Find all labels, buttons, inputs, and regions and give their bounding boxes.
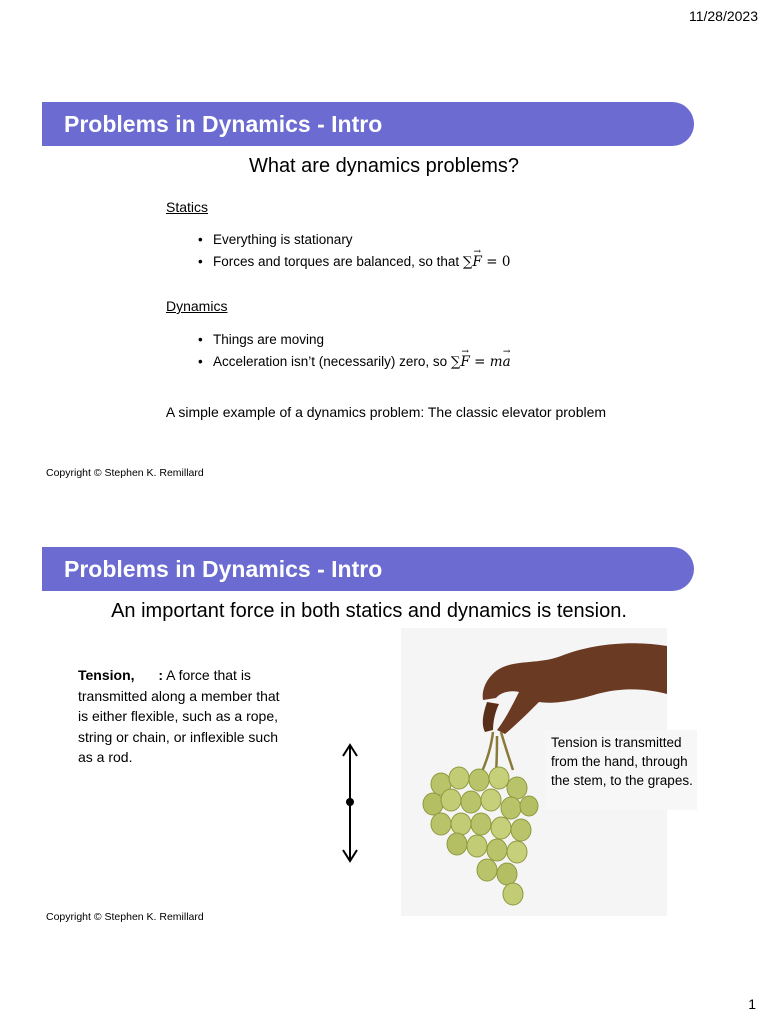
dynamics-bullet-list xyxy=(197,329,511,373)
slide-subtitle: What are dynamics problems? xyxy=(248,155,520,177)
section-heading-statics: Statics xyxy=(166,199,209,215)
equation-mass: = m xyxy=(469,354,503,370)
hand xyxy=(483,643,667,734)
list-item: • Everything is stationary xyxy=(197,229,510,251)
grape-cluster xyxy=(423,767,538,905)
slide-subtitle: An important force in both statics and dynamics is tension. xyxy=(111,600,627,622)
acceleration-vector: a → xyxy=(503,351,511,373)
arrow-center-dot xyxy=(346,798,354,806)
list-item: • Things are moving xyxy=(197,329,511,351)
sum-symbol: ∑ xyxy=(462,254,473,270)
statics-bullet-list xyxy=(197,229,510,273)
tension-definition xyxy=(78,665,288,768)
tension-arrow-diagram xyxy=(336,740,364,866)
list-item: • Forces and torques are balanced, so that ∑F → = 0 xyxy=(197,251,510,273)
sum-symbol: ∑ xyxy=(450,354,461,370)
slide-title-banner xyxy=(42,547,694,591)
tension-callout: Tension is transmitted from the hand, through the stem, to the grapes. xyxy=(545,730,697,810)
title-underline xyxy=(42,144,666,146)
force-vector: F → xyxy=(460,351,469,373)
document-date: 11/28/2023 xyxy=(688,8,758,24)
equation-rhs: = 0 xyxy=(481,254,511,270)
definition-term: Tension, xyxy=(78,667,135,683)
page-number: 1 xyxy=(748,996,756,1012)
force-vector: F → xyxy=(473,251,482,273)
copyright-notice: Copyright © Stephen K. Remillard xyxy=(46,911,204,923)
definition-colon: : xyxy=(158,667,163,683)
copyright-notice: Copyright © Stephen K. Remillard xyxy=(46,467,204,479)
slide-title: Problems in Dynamics - Intro xyxy=(64,111,383,137)
title-underline xyxy=(42,589,666,591)
finger xyxy=(483,702,499,732)
slide-title-banner xyxy=(42,102,694,146)
list-item: • Acceleration isn’t (necessarily) zero, so ∑F → = ma → xyxy=(197,351,511,373)
definition-text: A force that is transmitted along a member that is either flexible, such as a rope, string or chain, or inflexible such as a rod. xyxy=(78,667,280,765)
example-text: A simple example of a dynamics problem: The classic elevator problem xyxy=(165,404,607,420)
slide-title: Problems in Dynamics - Intro xyxy=(64,556,383,582)
section-heading-dynamics: Dynamics xyxy=(166,298,228,314)
